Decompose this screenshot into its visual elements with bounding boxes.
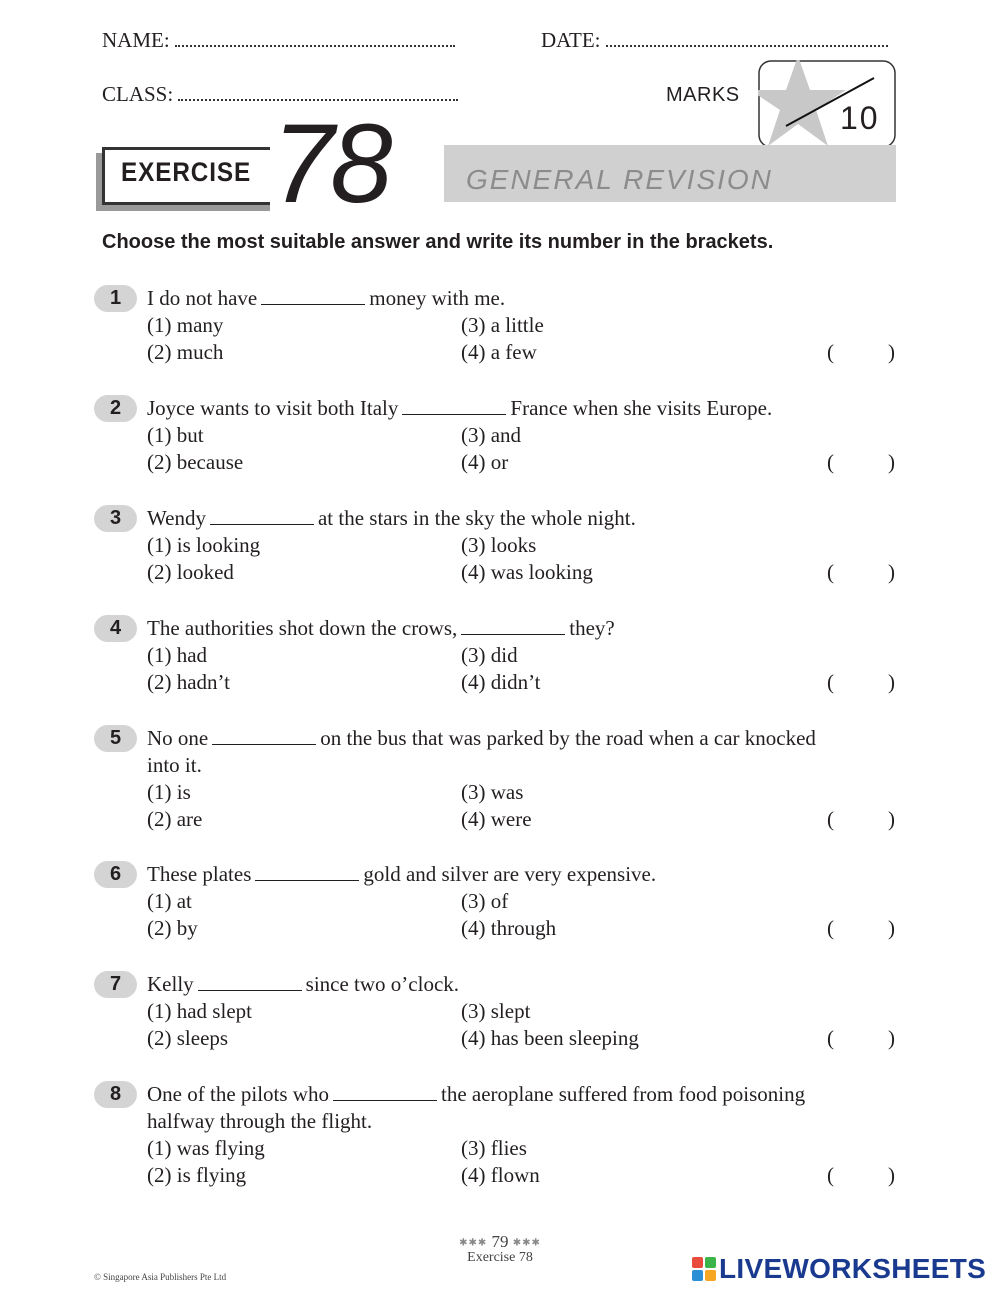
answer-bracket-open[interactable]: ( (827, 1163, 834, 1187)
question-number-badge: 3 (94, 505, 137, 532)
option-4: (4) was looking (461, 560, 593, 584)
question-text-before: These plates (147, 862, 252, 886)
option-1: (1) is looking (147, 533, 261, 557)
answer-bracket-close[interactable]: ) (888, 340, 895, 364)
option-3: (3) flies (461, 1136, 527, 1160)
option-4: (4) or (461, 450, 509, 474)
answer-bracket-close[interactable]: ) (888, 560, 895, 584)
option-4: (4) through (461, 916, 557, 940)
option-2: (2) hadn’t (147, 670, 231, 694)
answer-bracket-open[interactable]: ( (827, 670, 834, 694)
answer-bracket-open[interactable]: ( (827, 450, 834, 474)
marks-label: MARKS (666, 84, 740, 106)
answer-bracket-open[interactable]: ( (827, 807, 834, 831)
question-text-after: at the stars in the sky the whole night. (317, 506, 636, 530)
question-number-badge: 8 (94, 1081, 137, 1108)
name-dotted-line[interactable] (175, 31, 455, 47)
answer-blank[interactable] (261, 286, 365, 305)
name-label: NAME: (102, 28, 170, 52)
decor-stars-left: ✱✱✱ (459, 1237, 488, 1249)
answer-bracket-open[interactable]: ( (827, 916, 834, 940)
name-field (102, 28, 455, 53)
question-text-after: the aeroplane suffered from food poisoning (440, 1082, 806, 1106)
question-text-before: Kelly (147, 972, 194, 996)
question-number-badge: 2 (94, 395, 137, 422)
question-number-badge: 7 (94, 971, 137, 998)
option-2: (2) by (147, 916, 198, 940)
instruction: Choose the most suitable answer and write its number in the brackets. (102, 231, 774, 253)
option-4: (4) didn’t (461, 670, 541, 694)
page-number-value: 79 (491, 1232, 509, 1251)
answer-bracket-close[interactable]: ) (888, 807, 895, 831)
topic-title: GENERAL REVISION (466, 164, 773, 195)
marks-total: 10 (840, 100, 880, 136)
logo-text: LIVEWORKSHEETS (719, 1253, 987, 1284)
question-text-after: since two o’clock. (305, 972, 460, 996)
question-text-before: Wendy (147, 506, 206, 530)
option-1: (1) was flying (147, 1136, 265, 1160)
page-number (0, 1232, 1000, 1252)
question-text-after: on the bus that was parked by the road when a car knocked (320, 726, 816, 750)
question-text (147, 1081, 899, 1135)
option-2: (2) are (147, 807, 203, 831)
option-3: (3) of (461, 889, 509, 913)
option-1: (1) at (147, 889, 192, 913)
question-text-before: One of the pilots who (147, 1082, 329, 1106)
answer-blank[interactable] (198, 972, 302, 991)
question-number-badge: 6 (94, 861, 137, 888)
answer-bracket-open[interactable]: ( (827, 340, 834, 364)
question-text (147, 395, 899, 422)
exercise-number: 78 (270, 108, 395, 220)
option-3: (3) a little (461, 313, 544, 337)
question-text (147, 971, 899, 998)
option-1: (1) had (147, 643, 208, 667)
question-text (147, 285, 899, 312)
question-text-after: they? (569, 616, 615, 640)
question-text (147, 861, 899, 888)
answer-bracket-open[interactable]: ( (827, 560, 834, 584)
class-dotted-line[interactable] (178, 85, 458, 101)
answer-bracket-close[interactable]: ) (888, 1026, 895, 1050)
option-3: (3) was (461, 780, 524, 804)
answer-bracket-open[interactable]: ( (827, 1026, 834, 1050)
logo-grid-icon (692, 1257, 716, 1281)
question-text-continued: into it. (147, 753, 202, 777)
page-subtitle: Exercise 78 (467, 1250, 533, 1265)
answer-blank[interactable] (461, 616, 565, 635)
exercise-label: EXERCISE (121, 157, 252, 187)
question-text-before: I do not have (147, 286, 258, 310)
question-number-badge: 4 (94, 615, 137, 642)
question-text-after: France when she visits Europe. (510, 396, 773, 420)
date-dotted-line[interactable] (606, 31, 888, 47)
question-text-before: Joyce wants to visit both Italy (147, 396, 399, 420)
question-text-after: money with me. (369, 286, 506, 310)
answer-blank[interactable] (402, 396, 506, 415)
question-text-before: No one (147, 726, 209, 750)
option-1: (1) many (147, 313, 224, 337)
option-1: (1) but (147, 423, 204, 447)
option-2: (2) sleeps (147, 1026, 229, 1050)
question-text-before: The authorities shot down the crows, (147, 616, 458, 640)
question-text (147, 725, 899, 779)
option-1: (1) had slept (147, 999, 252, 1023)
decor-stars-right: ✱✱✱ (512, 1237, 541, 1249)
liveworksheets-logo[interactable] (692, 1253, 986, 1285)
question-text-after: gold and silver are very expensive. (363, 862, 657, 886)
option-3: (3) looks (461, 533, 537, 557)
question-text (147, 615, 899, 642)
option-4: (4) has been sleeping (461, 1026, 639, 1050)
option-4: (4) flown (461, 1163, 540, 1187)
question-text (147, 505, 899, 532)
option-3: (3) did (461, 643, 518, 667)
answer-blank[interactable] (212, 726, 316, 745)
option-3: (3) slept (461, 999, 531, 1023)
option-2: (2) is flying (147, 1163, 247, 1187)
option-4: (4) a few (461, 340, 537, 364)
answer-bracket-close[interactable]: ) (888, 1163, 895, 1187)
class-label: CLASS: (102, 82, 174, 106)
option-3: (3) and (461, 423, 522, 447)
date-field (541, 28, 888, 53)
question-number-badge: 1 (94, 285, 137, 312)
question-text-continued: halfway through the flight. (147, 1109, 373, 1133)
date-label: DATE: (541, 28, 601, 52)
copyright: © Singapore Asia Publishers Pte Ltd (94, 1272, 227, 1282)
option-2: (2) much (147, 340, 224, 364)
option-1: (1) is (147, 780, 191, 804)
option-2: (2) because (147, 450, 244, 474)
answer-bracket-close[interactable]: ) (888, 916, 895, 940)
option-2: (2) looked (147, 560, 234, 584)
question-number-badge: 5 (94, 725, 137, 752)
answer-bracket-close[interactable]: ) (888, 670, 895, 694)
answer-blank[interactable] (210, 506, 314, 525)
answer-bracket-close[interactable]: ) (888, 450, 895, 474)
answer-blank[interactable] (255, 862, 359, 881)
answer-blank[interactable] (333, 1082, 437, 1101)
option-4: (4) were (461, 807, 532, 831)
